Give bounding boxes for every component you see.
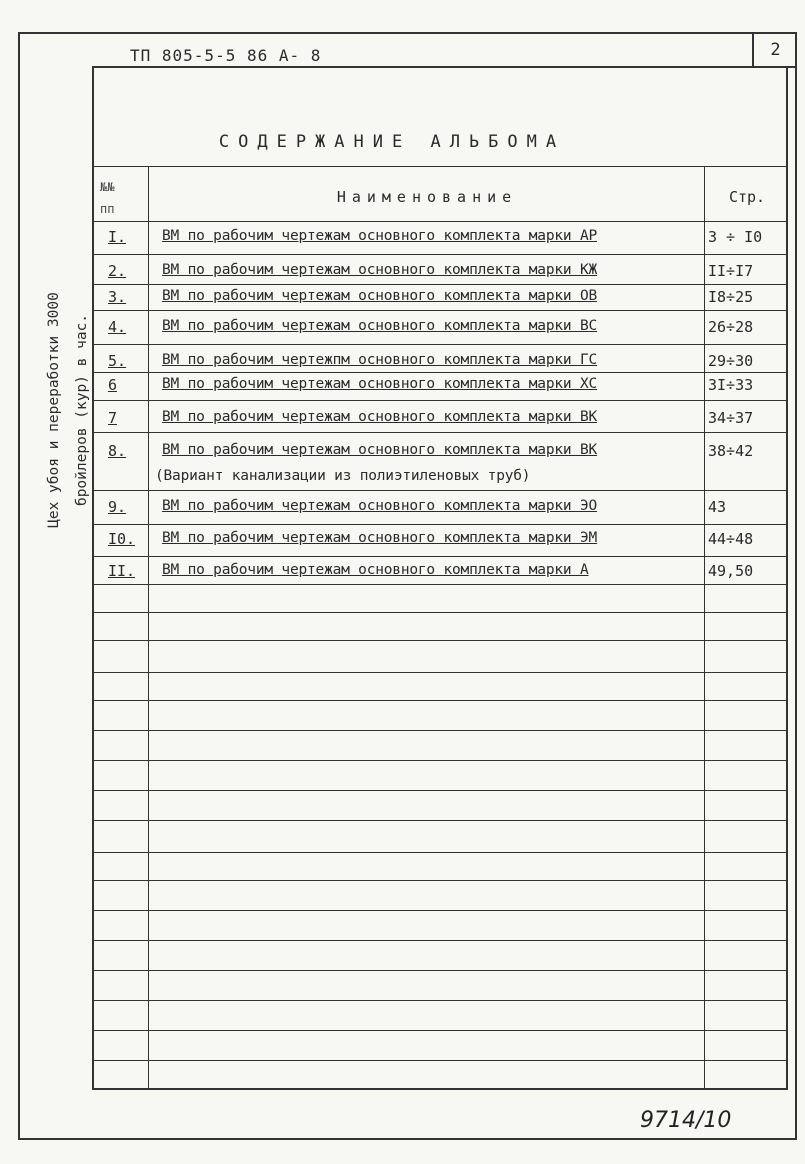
side-label-line1: Цех убоя и переработки 3000 [46, 292, 62, 528]
table-row-line [92, 284, 788, 285]
table-row-line [92, 524, 788, 525]
row-page: 26÷28 [708, 318, 754, 336]
row-name: ВМ по рабочим чертежпм основного комплекта марки ГС [162, 352, 598, 368]
row-name: (Вариант канализации из полиэтиленовых труб) [155, 468, 531, 484]
row-name: ВМ по рабочим чертежам основного комплекта марки ВС [162, 318, 598, 334]
handwritten-number: 9714/10 [640, 1108, 732, 1133]
table-row-line [92, 1060, 788, 1061]
row-name: ВМ по рабочим чертежам основного комплекта марки ВК [162, 409, 598, 425]
table-row-line [92, 760, 788, 761]
table-row-line [92, 940, 788, 941]
row-page: 43 [708, 498, 727, 516]
table-row-line [92, 640, 788, 641]
row-number: 7 [108, 409, 118, 427]
row-number: 2. [108, 262, 127, 280]
table-row-line [92, 790, 788, 791]
row-page: 34÷37 [708, 409, 754, 427]
row-page: 3 ÷ I0 [708, 228, 763, 246]
row-name: ВМ по рабочим чертежам основного комплекта марки АР [162, 228, 598, 244]
table-row-line [92, 254, 788, 255]
table-row-line [92, 880, 788, 881]
table-row-line [92, 672, 788, 673]
table-row-line [92, 556, 788, 557]
table-row-line [92, 1030, 788, 1031]
side-label [40, 260, 96, 560]
table-row-line [92, 400, 788, 401]
table-row-line [92, 970, 788, 971]
table-row-line [92, 852, 788, 853]
row-page: 49,50 [708, 562, 754, 580]
table-row-line [92, 700, 788, 701]
table-row-line [92, 910, 788, 911]
table-row-line [92, 490, 788, 491]
row-number: I0. [108, 530, 136, 548]
page-title: СОДЕРЖАНИЕ АЛЬБОМА [218, 132, 566, 152]
row-name: ВМ по рабочим чертежам основного комплекта марки ЭМ [162, 530, 598, 546]
document-code: ТП 805-5-5 86 А- 8 [130, 46, 322, 65]
row-number: 9. [108, 498, 127, 516]
table-row-line [92, 820, 788, 821]
row-name: ВМ по рабочим чертежам основного комплекта марки КЖ [162, 262, 598, 278]
row-page: 38÷42 [708, 442, 754, 460]
table-row-line [92, 372, 788, 373]
row-page: I8÷25 [708, 288, 754, 306]
table-header-top-line [92, 166, 788, 167]
contents-table [92, 66, 788, 1090]
row-name: ВМ по рабочим чертежам основного комплекта марки А [162, 562, 589, 578]
row-page: II÷I7 [708, 262, 754, 280]
side-label-line2: бройлеров (кур) в час. [74, 313, 90, 507]
row-page: 29÷30 [708, 352, 754, 370]
table-header-bottom-line [92, 221, 788, 222]
header-page: Стр. [728, 188, 766, 206]
row-name: ВМ по рабочим чертежам основного комплекта марки ВК [162, 442, 598, 458]
row-number: 4. [108, 318, 127, 336]
row-name: ВМ по рабочим чертежам основного комплекта марки ЭО [162, 498, 598, 514]
table-row-line [92, 432, 788, 433]
table-row-line [92, 310, 788, 311]
row-page: 3I÷33 [708, 376, 754, 394]
row-name: ВМ по рабочим чертежам основного комплекта марки ОВ [162, 288, 598, 304]
header-name: Наименование [336, 188, 518, 206]
row-number: 8. [108, 442, 127, 460]
header-number [100, 176, 114, 220]
row-name: ВМ по рабочим чертежам основного комплекта марки ХС [162, 376, 598, 392]
header-number-line1: №№ [100, 180, 115, 194]
header-number-line2: пп [100, 202, 115, 216]
table-row-line [92, 612, 788, 613]
table-row-line [92, 1000, 788, 1001]
page-column-divider [704, 166, 705, 1090]
row-number: 5. [108, 352, 127, 370]
row-page: 44÷48 [708, 530, 754, 548]
row-number: I. [108, 228, 127, 246]
row-number: II. [108, 562, 136, 580]
row-number: 3. [108, 288, 127, 306]
page-number: 2 [752, 32, 797, 68]
row-number: 6 [108, 376, 118, 394]
table-row-line [92, 730, 788, 731]
table-row-line [92, 584, 788, 585]
table-row-line [92, 344, 788, 345]
num-column-divider [148, 166, 149, 1090]
